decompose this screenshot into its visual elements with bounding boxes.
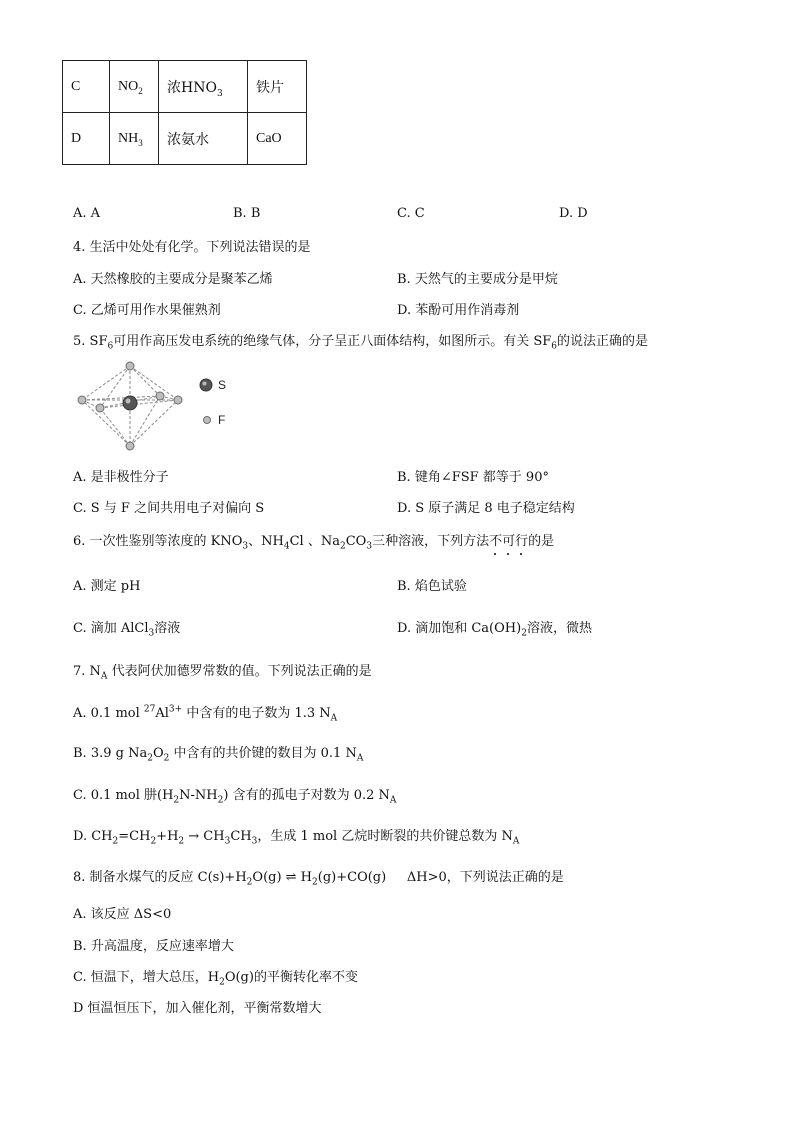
table-row bbox=[63, 113, 307, 165]
fluorine-atom bbox=[126, 362, 134, 370]
q6-stem: 6. 一次性鉴别等浓度的 $KNO_3$、$NH_4Cl$ 、$Na_2CO_3$三种溶液，下列方法不可行 的是 bbox=[73, 530, 554, 549]
q7-option-b: B. 3.9 g $Na_2O_2$ 中含有的共价键的数目为 0.1 $N_A$ bbox=[73, 746, 364, 764]
q6-option-a: A. 测定 pH bbox=[73, 579, 141, 594]
sulfur-atom bbox=[123, 396, 137, 410]
reagent-b-cell: CaO bbox=[248, 113, 307, 165]
reagent-a-cell: 浓氨水 bbox=[159, 113, 248, 165]
fluorine-atom bbox=[156, 392, 164, 400]
q7-stem: 7. $N_A$ 代表阿伏加德罗常数的值。下列说法正确的是 bbox=[73, 664, 372, 682]
q5-option-b: B. 键角∠FSF 都等于 90° bbox=[397, 470, 549, 485]
q6-option-d: D. 滴加饱和 $Ca(OH)_2$溶液，微热 bbox=[397, 621, 592, 639]
q3-option-d: D. D bbox=[559, 206, 588, 221]
q3-option-c: C. C bbox=[397, 206, 425, 221]
sf6-octahedron-diagram bbox=[70, 358, 250, 458]
q5-option-c: C. S 与 F 之间共用电子对偏向 S bbox=[73, 501, 265, 516]
sulfur-legend-icon bbox=[200, 379, 212, 391]
gas-cell: $NH_3$ bbox=[110, 113, 159, 165]
q7-option-c: C. 0.1 mol 肼$(H_2N-NH_2)$ 含有的孤电子对数为 0.2 $N_A$ bbox=[73, 788, 397, 806]
gas-cell: $NO_2$ bbox=[110, 61, 159, 113]
row-letter: D bbox=[63, 113, 110, 165]
fluorine-atom bbox=[126, 442, 134, 450]
reagent-b-cell: 铁片 bbox=[248, 61, 307, 113]
reagent-a-cell: 浓$HNO_3$ bbox=[159, 61, 248, 113]
row-letter: C bbox=[63, 61, 110, 113]
q4-option-b: B. 天然气的主要成分是甲烷 bbox=[397, 272, 558, 287]
fluorine-atom bbox=[174, 396, 182, 404]
q6-option-c: C. 滴加 AlCl$_3$溶液 bbox=[73, 621, 181, 639]
q4-option-d: D. 苯酚可用作消毒剂 bbox=[397, 303, 520, 318]
fluorine-atom bbox=[96, 404, 104, 412]
q5-option-d: D. S 原子满足 8 电子稳定结构 bbox=[397, 501, 575, 516]
q3-option-b: B. B bbox=[233, 206, 261, 221]
q4-option-a: A. 天然橡胶的主要成分是聚苯乙烯 bbox=[73, 272, 273, 287]
reagent-table bbox=[62, 60, 307, 165]
table-row bbox=[63, 61, 307, 113]
sulfur-legend-label: S bbox=[218, 378, 227, 392]
q3-option-a: A. A bbox=[73, 206, 101, 221]
emphasis-text: 不可行 bbox=[489, 534, 528, 549]
q7-option-a: A. 0.1 mol $^{27}Al^{3+}$ 中含有的电子数为 1.3 $N_A$ bbox=[73, 704, 338, 724]
q8-option-a: A. 该反应 ΔS<0 bbox=[73, 907, 172, 922]
q5-option-a: A. 是非极性分子 bbox=[73, 470, 169, 485]
q7-option-d: D. $CH_2=CH_2+H_2 \to CH_3CH_3$，生成 1 mol 乙烷时断裂的共价键总数为 $N_A$ bbox=[73, 829, 520, 847]
q5-stem: 5. $SF_6$可用作高压发电系统的绝缘气体，分子呈正八面体结构，如图所示。有关 $SF_6$的说法正确的是 bbox=[73, 334, 649, 352]
q4-stem: 4. 生活中处处有化学。下列说法错误的是 bbox=[73, 240, 311, 255]
fluorine-legend-icon bbox=[204, 417, 211, 424]
fluorine-legend-label: F bbox=[218, 413, 226, 427]
q4-option-c: C. 乙烯可用作水果催熟剂 bbox=[73, 303, 221, 318]
q8-stem: 8. 制备水煤气的反应 $C(s)+H_2O(g)$ ⇌ $H_2(g)+CO(g)$ ΔH>0，下列说法正确的是 bbox=[73, 870, 564, 888]
q8-option-d: D 恒温恒压下，加入催化剂，平衡常数增大 bbox=[73, 1001, 322, 1016]
q6-option-b: B. 焰色试验 bbox=[397, 579, 467, 594]
q8-option-b: B. 升高温度，反应速率增大 bbox=[73, 939, 234, 954]
fluorine-atom bbox=[78, 396, 86, 404]
q8-option-c: C. 恒温下，增大总压，$H_2O(g)$的平衡转化率不变 bbox=[73, 970, 358, 988]
